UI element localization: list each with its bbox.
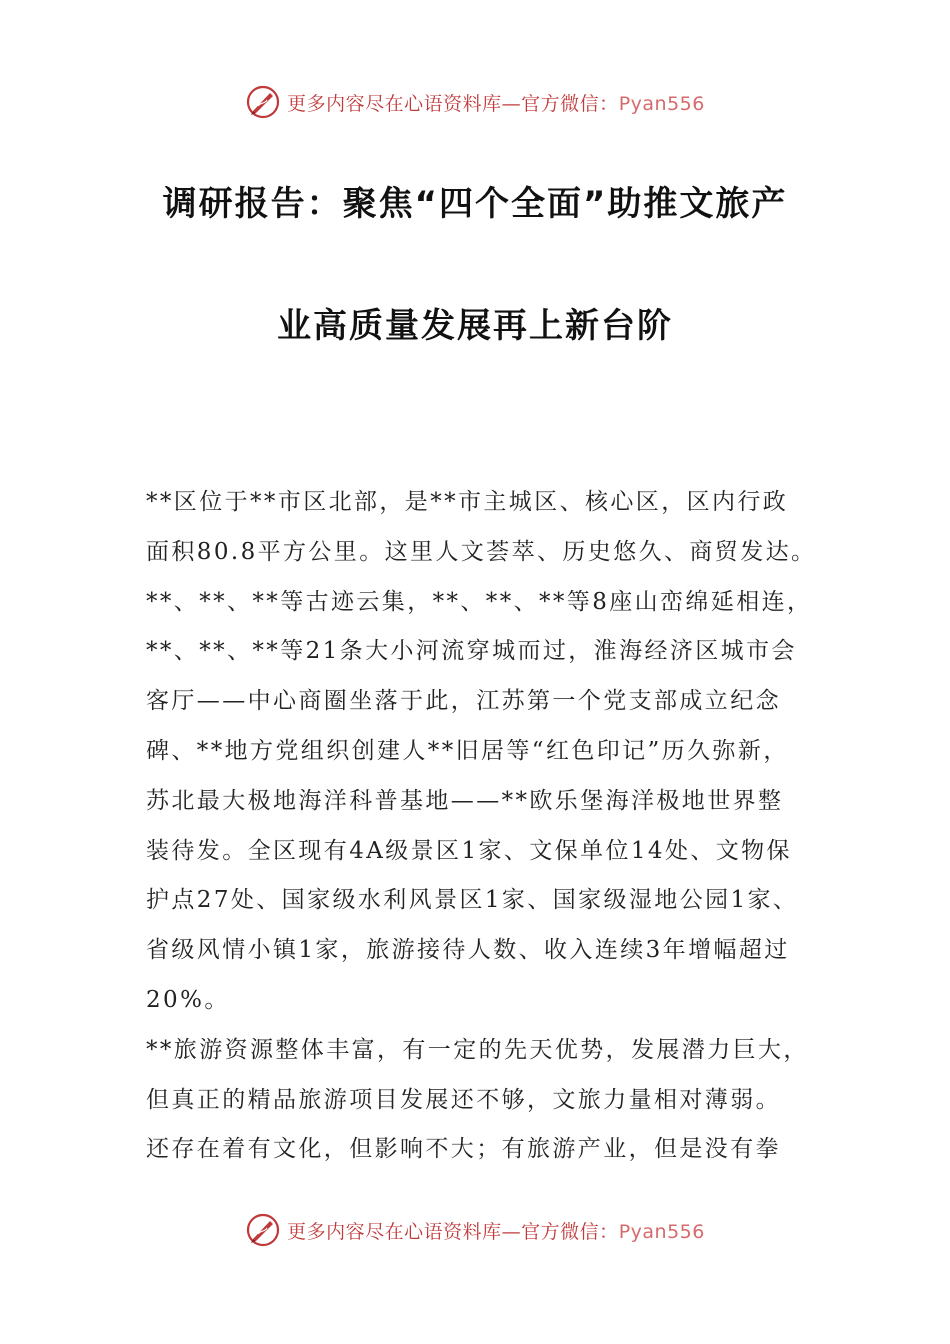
text-line: 苏北最大极地海洋科普基地——**欧乐堡海洋极地世界整 [146, 787, 784, 814]
text-line: 客厅——中心商圈坐落于此，江苏第一个党支部成立纪念 [146, 688, 781, 715]
text-line: 20%。 [146, 986, 230, 1013]
watermark-text: 更多内容尽在心语资料库—官方微信：Pyan556 [287, 92, 705, 115]
pen-logo-icon [245, 1212, 281, 1248]
text-line: **、**、**等古迹云集，**、**、**等8座山峦绵延相连， [146, 588, 813, 615]
text-line: 碑、**地方党组织创建人**旧居等“红色印记”历久弥新， [146, 737, 789, 764]
text-line: **区位于**市区北部，是**市主城区、核心区，区内行政 [146, 489, 789, 515]
document-title-line-1: 调研报告：聚焦“四个全面”助推文旅产 [162, 184, 788, 224]
text-line: 面积80.8平方公里。这里人文荟萃、历史悠久、商贸发达。 [146, 538, 817, 565]
text-line: **旅游资源整体丰富，有一定的先天优势，发展潜力巨大， [146, 1036, 809, 1063]
text-line: 省级风情小镇1家，旅游接待人数、收入连续3年增幅超过 [146, 937, 790, 964]
text-line: 护点27处、国家级水利风景区1家、国家级湿地公园1家、 [146, 887, 799, 914]
text-line: 装待发。全区现有4A级景区1家、文保单位14处、文物保 [146, 837, 792, 864]
text-line: **、**、**等21条大小河流穿城而过，淮海经济区城市会 [146, 638, 797, 665]
watermark-banner-bottom [0, 1210, 950, 1250]
watermark-banner-top [0, 82, 950, 122]
document-title-line-2: 业高质量发展再上新台阶 [277, 306, 673, 346]
text-line: 还存在着有文化，但影响不大；有旅游产业，但是没有拳 [146, 1136, 781, 1163]
watermark-text: 更多内容尽在心语资料库—官方微信：Pyan556 [287, 1220, 705, 1243]
pen-logo-icon [245, 84, 281, 120]
text-line: 但真正的精品旅游项目发展还不够，文旅力量相对薄弱。 [146, 1086, 781, 1113]
body-text [146, 478, 826, 1175]
